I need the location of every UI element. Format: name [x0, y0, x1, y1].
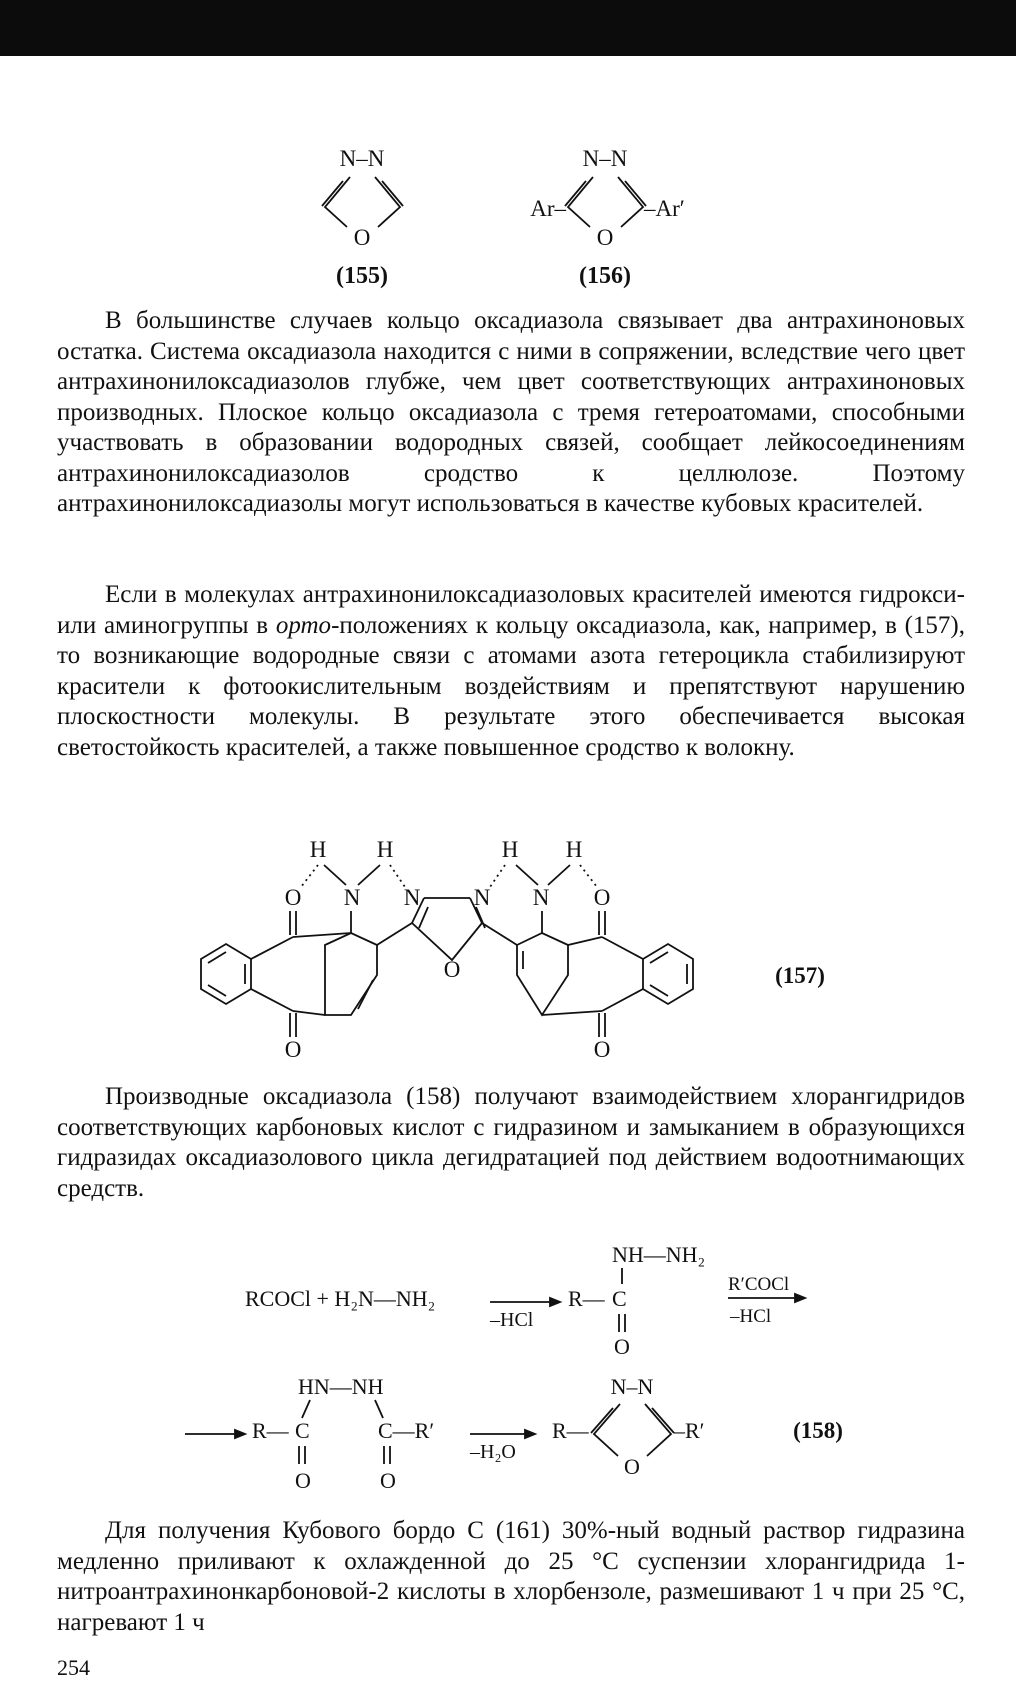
paragraph-2-end: -положениях к кольцу оксадиазола, как, например, в (157), то возникающие водородные связи с атомами азота гетероцикла стабилизируют красители к фотоокислительным воздействиям и препятствуют нарушению плоскостности молекулы. В результате этого обеспечивается высокая светостойкость красителей, а также повышенное сродство к волокну. — [57, 611, 965, 761]
s157-h3: H — [501, 837, 519, 862]
r-by3: –H₂O — [470, 1441, 516, 1463]
structure-157 — [0, 835, 1016, 1060]
r-reactant: RCOCl + H₂N—NH₂ — [245, 1286, 436, 1311]
r-rp: –R′ — [674, 1418, 705, 1443]
s157-o3: O — [284, 1037, 302, 1062]
r-nhnh2: NH—NH₂ — [612, 1242, 706, 1267]
r-c-rp: C—R′ — [378, 1418, 435, 1443]
s157-o-ring: O — [443, 957, 461, 982]
s157-h2: H — [376, 837, 394, 862]
r-r2: R— — [252, 1418, 289, 1443]
s157-h1: H — [309, 837, 327, 862]
r-nn: N–N — [610, 1374, 654, 1399]
s157-o4: O — [593, 1037, 611, 1062]
s157-o1: O — [284, 885, 302, 910]
structure-155 — [322, 146, 403, 289]
s157-n4: N — [532, 885, 550, 910]
r-o2: O — [295, 1468, 311, 1493]
paragraph-4-text: Для получения Кубового бордо С (161) 30%-ный водный раствор гидразина медленно приливают к охлажденной до 25 °С суспензии хлорангидрида 1-нитроантрахинонкарбоновой-2 кислоты в хлорбензоле, размешивают 1 ч при 25 °С, нагревают 1 ч — [57, 1517, 965, 1636]
label-157: (157) — [775, 963, 825, 988]
r-r1: R— — [568, 1286, 605, 1311]
s156-ar-left: Ar– — [530, 196, 566, 221]
r-reagent2: R′COCl — [728, 1274, 790, 1295]
paragraph-2-start: Если в молекулах антрахинонилоксадиазоловых красителей имеются гидрокси- или аминогруппы в — [57, 581, 965, 639]
r-o1: O — [614, 1334, 630, 1359]
s157-h4: H — [565, 837, 583, 862]
label-155: (155) — [336, 263, 388, 289]
r-c1: C — [612, 1286, 627, 1311]
s157-n1: N — [343, 885, 361, 910]
r-o3: O — [380, 1468, 396, 1493]
s157-n2: N — [403, 885, 421, 910]
paragraph-3 — [57, 1082, 965, 1204]
s156-o: O — [596, 225, 614, 250]
top-dark-band — [0, 0, 1016, 56]
s155-o: O — [353, 225, 371, 250]
label-156: (156) — [579, 263, 631, 289]
page-number: 254 — [57, 1655, 90, 1680]
paragraph-1 — [57, 306, 965, 520]
label-158: (158) — [793, 1418, 843, 1443]
s157-o2: O — [593, 885, 611, 910]
paragraph-3-text: Производные оксадиазола (158) получают взаимодействием хлорангидридов соответствующих карбоновых кислот с гидразином и замыканием в образующихся гидразидах оксадиазолового цикла дегидратацией под действием водоотнимающих средств. — [57, 1083, 965, 1202]
r-c2: C — [295, 1418, 310, 1443]
paragraph-4 — [57, 1516, 965, 1638]
paragraph-2-italic: орто — [275, 611, 332, 639]
r-hnnh: HN—NH — [298, 1374, 384, 1399]
r-by1: –HCl — [490, 1309, 534, 1331]
s156-ar-right: –Ar′ — [644, 196, 685, 221]
reaction-158 — [0, 1238, 1016, 1493]
structures-155-156 — [0, 135, 1016, 295]
r-o4: O — [624, 1454, 640, 1479]
paragraph-2 — [57, 580, 965, 763]
structure-156 — [530, 146, 685, 289]
s157-n3: N — [473, 885, 491, 910]
r-by2: –HCl — [730, 1306, 772, 1327]
paragraph-1-text: В большинстве случаев кольцо оксадиазола связывает два антрахиноновых остатка. Система оксадиазола находится с ними в сопряжении, вследствие чего цвет антрахинонилоксадиазолов глубже, чем цвет соответствующих антрахиноновых производных. Плоское кольцо оксадиазола с тремя гетероатомами, способными участвовать в образовании водородных связей, сообщает лейкосоединениям антрахинонилоксадиазолов сродство к целлюлозе. Поэтому антрахинонилоксадиазолы могут использоваться в качестве кубовых красителей. — [57, 307, 965, 517]
s156-nn: N–N — [582, 146, 628, 171]
s155-nn: N–N — [339, 146, 385, 171]
r-r3: R— — [552, 1418, 589, 1443]
